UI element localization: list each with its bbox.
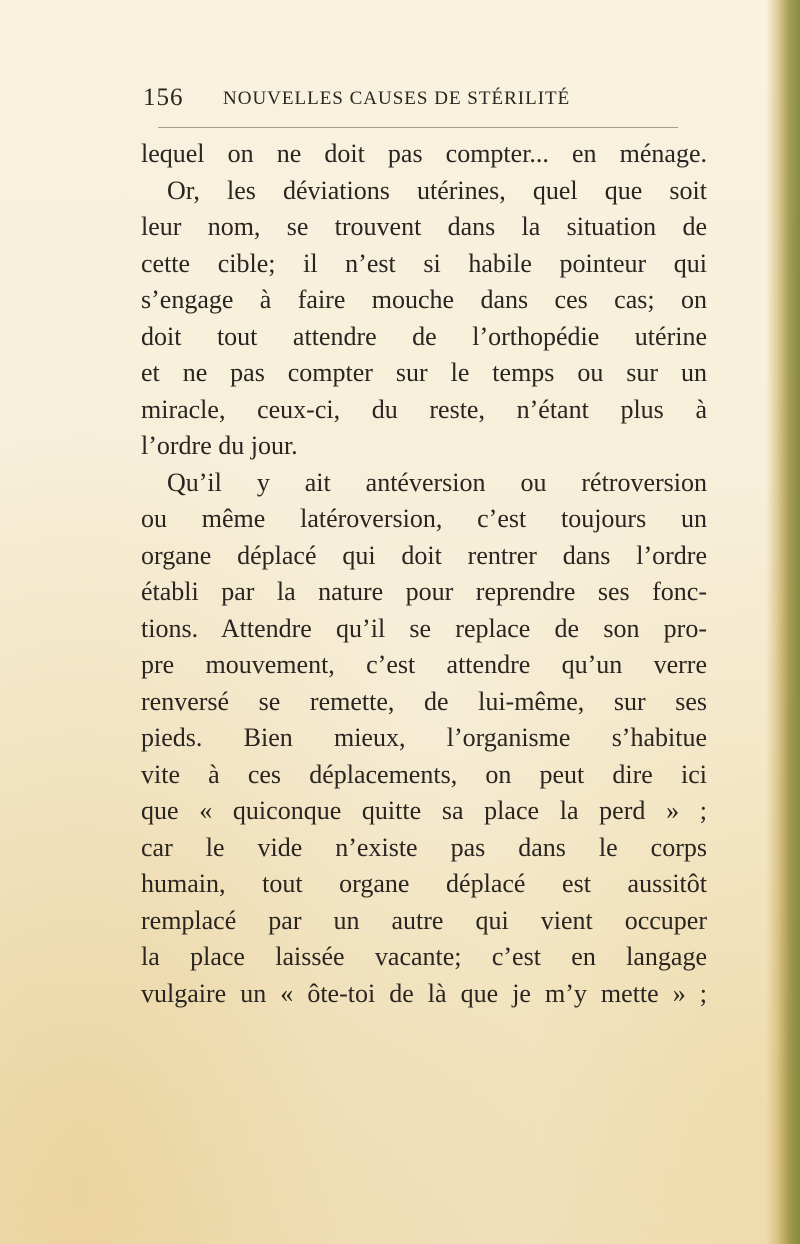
page-spine-shadow	[766, 0, 800, 1244]
text-line: établi par la nature pour reprendre ses fonc-	[141, 577, 707, 606]
header-rule	[158, 127, 678, 128]
text-line: pre mouvement, c’est attendre qu’un verre	[141, 650, 707, 679]
text-line: la place laissée vacante; c’est en langage	[141, 942, 707, 971]
text-line: Qu’il y ait antéversion ou rétroversion	[167, 467, 707, 497]
text-line: et ne pas compter sur le temps ou sur un	[141, 358, 707, 387]
page-number: 156	[143, 84, 184, 111]
text-line: renversé se remette, de lui-même, sur ses	[141, 686, 707, 716]
running-head: NOUVELLES CAUSES DE STÉRILITÉ	[223, 88, 571, 109]
text-line: organe déplacé qui doit rentrer dans l’ordre	[141, 540, 707, 570]
text-line: remplacé par un autre qui vient occuper	[141, 905, 707, 935]
text-line: Or, les déviations utérines, quel que soit	[167, 175, 707, 205]
text-line: vite à ces déplacements, on peut dire ici	[141, 759, 707, 789]
text-line: cette cible; il n’est si habile pointeur qui	[141, 248, 707, 278]
text-line: miracle, ceux-ci, du reste, n’étant plus à	[141, 394, 707, 424]
text-line: lequel on ne doit pas compter... en ménage.	[141, 139, 707, 168]
text-line: vulgaire un « ôte-toi de là que je m’y mette » ;	[141, 978, 707, 1008]
text-line: s’engage à faire mouche dans ces cas; on	[141, 285, 707, 314]
text-line: humain, tout organe déplacé est aussitôt	[141, 869, 707, 898]
text-line: tions. Attendre qu’il se replace de son pro-	[141, 613, 707, 643]
body-text	[141, 136, 707, 1012]
text-line: pieds. Bien mieux, l’organisme s’habitue	[141, 723, 707, 752]
text-line: l’ordre du jour.	[141, 431, 298, 460]
text-line: doit tout attendre de l’orthopédie utérine	[141, 321, 707, 351]
page-header	[143, 84, 683, 118]
text-line: leur nom, se trouvent dans la situation de	[141, 212, 707, 241]
text-line: car le vide n’existe pas dans le corps	[141, 832, 707, 862]
text-line: ou même latéroversion, c’est toujours un	[141, 504, 707, 533]
text-line: que « quiconque quitte sa place la perd » ;	[141, 796, 707, 825]
